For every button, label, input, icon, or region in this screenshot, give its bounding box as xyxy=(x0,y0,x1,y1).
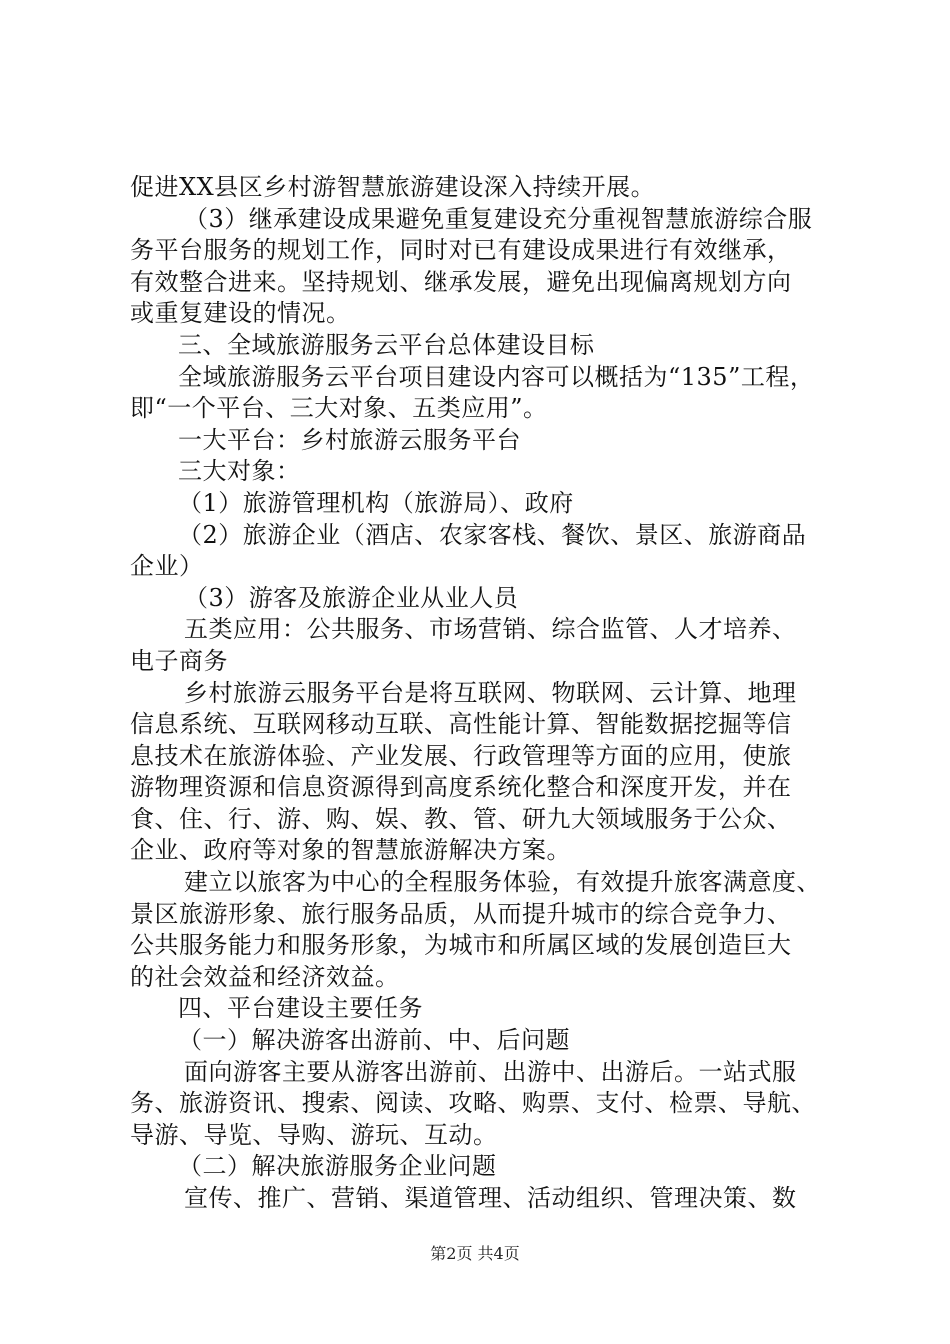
text-line: 促进XX县区乡村游智慧旅游建设深入持续开展。 xyxy=(130,173,656,201)
text-line: 全域旅游服务云平台项目建设内容可以概括为“135”工程， xyxy=(178,362,815,391)
text-line: 导游、导览、导购、游玩、互动。 xyxy=(130,1120,498,1149)
text-line: 一大平台：乡村旅游云服务平台 xyxy=(178,425,521,454)
text-line: 面向游客主要从游客出游前、出游中、出游后。一站式服 xyxy=(184,1057,797,1086)
text-line: 息技术在旅游体验、产业发展、行政管理等方面的应用，使旅 xyxy=(130,741,792,770)
text-line: 即“一个平台、三大对象、五类应用”。 xyxy=(130,394,548,423)
section-heading: 四、平台建设主要任务 xyxy=(178,994,423,1023)
text-line: 的社会效益和经济效益。 xyxy=(130,962,400,991)
text-line: 食、住、行、游、购、娱、教、管、研九大领域服务于公众、 xyxy=(130,804,792,833)
section-heading: 三、全域旅游服务云平台总体建设目标 xyxy=(178,330,595,359)
text-line: 五类应用：公共服务、市场营销、综合监管、人才培养、 xyxy=(184,615,797,644)
text-line: 务、旅游资讯、搜索、阅读、攻略、购票、支付、检票、导航、 xyxy=(130,1089,816,1118)
text-line: 务平台服务的规划工作，同时对已有建设成果进行有效继承， xyxy=(130,236,792,265)
text-line: 有效整合进来。坚持规划、继承发展，避免出现偏离规划方向 xyxy=(130,267,792,296)
subsection-heading: （二）解决旅游服务企业问题 xyxy=(178,1152,497,1181)
text-line: 电子商务 xyxy=(130,646,228,675)
text-line: 三大对象： xyxy=(178,457,301,486)
text-line: 景区旅游形象、旅行服务品质，从而提升城市的综合竞争力、 xyxy=(130,899,792,928)
text-line: （3）继承建设成果避免重复建设充分重视智慧旅游综合服 xyxy=(184,204,813,233)
text-line: 企业） xyxy=(130,552,204,581)
list-item: （1）旅游管理机构（旅游局）、政府 xyxy=(178,488,574,517)
list-item: （2）旅游企业（酒店、农家客栈、餐饮、景区、旅游商品 xyxy=(178,520,807,549)
text-line: 企业、政府等对象的智慧旅游解决方案。 xyxy=(130,836,571,865)
text-line: 乡村旅游云服务平台是将互联网、物联网、云计算、地理 xyxy=(184,678,797,707)
page-number-footer: 第2页 共4页 xyxy=(430,1244,520,1263)
text-line: 建立以旅客为中心的全程服务体验，有效提升旅客满意度、 xyxy=(184,868,821,897)
subsection-heading: （一）解决游客出游前、中、后问题 xyxy=(178,1026,570,1055)
list-item: （3）游客及旅游企业从业人员 xyxy=(184,583,519,612)
text-line: 信息系统、互联网移动互联、高性能计算、智能数据挖掘等信 xyxy=(130,710,792,739)
text-line: 游物理资源和信息资源得到高度系统化整合和深度开发，并在 xyxy=(130,773,792,802)
text-line: 宣传、推广、营销、渠道管理、活动组织、管理决策、数 xyxy=(184,1184,797,1212)
text-line: 公共服务能力和服务形象，为城市和所属区域的发展创造巨大 xyxy=(130,931,792,960)
document-body xyxy=(130,172,835,1215)
text-line: 或重复建设的情况。 xyxy=(130,299,351,328)
